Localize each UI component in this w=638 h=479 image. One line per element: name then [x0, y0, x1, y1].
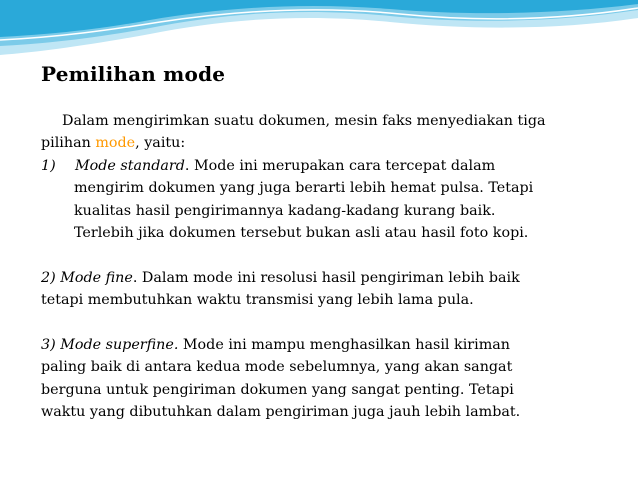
page-title: Pemilihan mode	[41, 62, 226, 86]
item1-name: Mode standard	[75, 157, 185, 174]
item1-line-4: Terlebih jika dokumen tersebut bukan asli atau hasil foto kopi.	[74, 225, 529, 242]
header-wave-decoration	[0, 0, 638, 60]
item3-line-3: berguna untuk pengiriman dokumen yang sangat penting. Tetapi	[41, 381, 514, 398]
item1-line-1: 1) Mode standard. Mode ini merupakan cara tercepat dalam	[41, 155, 621, 177]
intro-line-1: Dalam mengirimkan suatu dokumen, mesin faks menyediakan tiga	[62, 113, 546, 129]
item2-line-2: tetapi membutuhkan waktu transmisi yang lebih lama pula.	[41, 292, 474, 309]
intro-line-2: pilihan mode, yaitu:	[41, 135, 186, 152]
item3-line-1: 3) Mode superfine. Mode ini mampu menghasilkan hasil kiriman	[41, 337, 510, 354]
item1-number: 1)	[41, 157, 56, 174]
item2-label: 2) Mode fine	[41, 269, 133, 286]
item3-line-2: paling baik di antara kedua mode sebelumnya, yang akan sangat	[41, 359, 513, 376]
item2-line-1: 2) Mode fine. Dalam mode ini resolusi hasil pengiriman lebih baik	[41, 269, 520, 286]
item3-line-4: waktu yang dibutuhkan dalam pengiriman juga jauh lebih lambat.	[41, 404, 521, 421]
spacer	[41, 312, 621, 334]
item3-label: 3) Mode superfine.	[41, 337, 179, 354]
spacer	[41, 244, 621, 266]
mode-link[interactable]: mode	[95, 135, 136, 152]
content-body	[41, 110, 621, 424]
item1-line-2: mengirim dokumen yang juga berarti lebih hemat pulsa. Tetapi	[74, 180, 534, 197]
item1-line-3: kualitas hasil pengirimannya kadang-kadang kurang baik.	[74, 202, 496, 219]
